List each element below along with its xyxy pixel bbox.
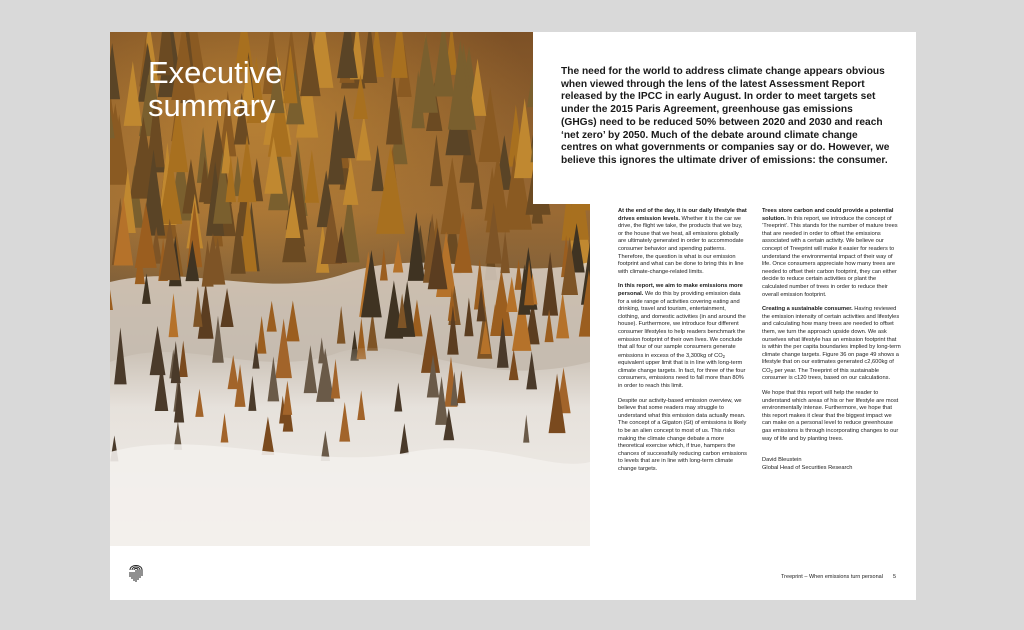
lead-in: At the end of the day, it is our daily lifestyle that drives emission levels. (618, 208, 747, 222)
fingerprint-icon (128, 560, 144, 589)
text-column-left (618, 208, 748, 481)
lead-in: In this report, we aim to make emissions more personal. (618, 283, 743, 297)
paragraph: We hope that this report will help the reader to understand which areas of his or her lifestyle are most environmentally intense. Furthermore, we hope that this report makes it clear that the biggest impact we can make on a personal level to reduce greenhouse gas emissions is through incorporating changes to our way of life and by planting trees. (762, 390, 899, 442)
paragraph: Creating a sustainable consumer. Having reviewed the emission intensity of certain activities and lifestyles and calculating how many trees are needed to offset them, we turn the approach upside down. We ask ourselves what lifestyle has an emission footprint that is within the per capita boundaries implied by long-term climate change targets. Figure 36 on page 49 shows a lifestyle that on our estimates generated c2,600kg of $CO_2$ per year. The Treeprint of this sustainable consumer is c120 trees, based on our calculations. (762, 306, 901, 382)
intro-paragraph: The need for the world to address climate change appears obvious when viewed through the lens of the latest Assessment Report released by the IPCC in early August. In order to meet targets set under the 2015 Paris Agreement, greenhouse gas emissions (GHGs) need to be reduced 50% between 2020 and 2030 and reach ‘net zero’ by 2050. Much of the debate around climate change centres on what governments or companies say or do. However, we believe this ignores the ultimate driver of emissions: the consumer. (561, 66, 890, 166)
text-column-right (762, 208, 902, 479)
page-title (148, 56, 282, 122)
signature-title: Global Head of Securities Research (762, 464, 853, 471)
footer-title: Treeprint – When emissions turn personal (781, 574, 883, 580)
paragraph: In this report, we aim to make emissions more personal. We do this by providing emission data for a wide range of activities covering eating and drinking, travel and tourism, entertainment, clothing, and domestic activities (in and around the house). Furthermore, we introduce four different consumer lifestyles to help readers benchmark the emission footprint of their own lives. We conclude that all four of our sample consumers generate emissions in excess of the 3,300kg of $CO_2$ equivalent upper limit that is in line with long-term climate change targets. In fact, for three of the four consumers, emissions need to fall more than 80% in order to reach this limit. (618, 283, 746, 390)
paragraph: Despite our activity-based emission overview, we believe that some readers may struggle to understand what this emission data actually mean. The concept of a Gigaton (Gt) of emissions is likely to be an alien concept to most of us. This risks making the climate change debate a more theoretical exercise which, if true, hampers the chances of successfully reducing carbon emissions to levels that are in line with long-term climate change targets. (618, 397, 747, 472)
lead-in: Creating a sustainable consumer. (762, 306, 853, 313)
report-page (110, 32, 916, 600)
page-footer (781, 574, 896, 580)
signature-name: David Bleustein (762, 457, 802, 464)
paragraph: At the end of the day, it is our daily lifestyle that drives emission levels. Whether it is the car we drive, the flight we take, the products that we buy, or the house that we heat, all emissions globally are ultimately generated in order to accommodate consumer behavior and spending patterns. Therefore, the question is what is our emission footprint and what can be done to bring this in line with climate-change-related limits. (618, 208, 747, 275)
title-line-1: Executive (148, 55, 283, 90)
signature (762, 457, 902, 472)
forest-fog-photo (110, 32, 590, 546)
title-line-2: summary (148, 88, 276, 123)
page-number: 5 (892, 574, 896, 580)
paragraph: Trees store carbon and could provide a potential solution. In this report, we introduce the concept of ‘Treeprint’. This stands for the number of mature trees that are needed in order to offset the emissions associated with a certain activity. We believe our concept of Treeprint will make it easier for readers to understand the environmental impact of their way of life. Once consumers appreciate how many trees are needed to offset their carbon footprint, they can either decide to reduce certain activities or plant the calculated number of trees in order to reduce their overall emission footprint. (762, 208, 898, 298)
lead-in: Trees store carbon and could provide a potential solution. (762, 208, 894, 222)
